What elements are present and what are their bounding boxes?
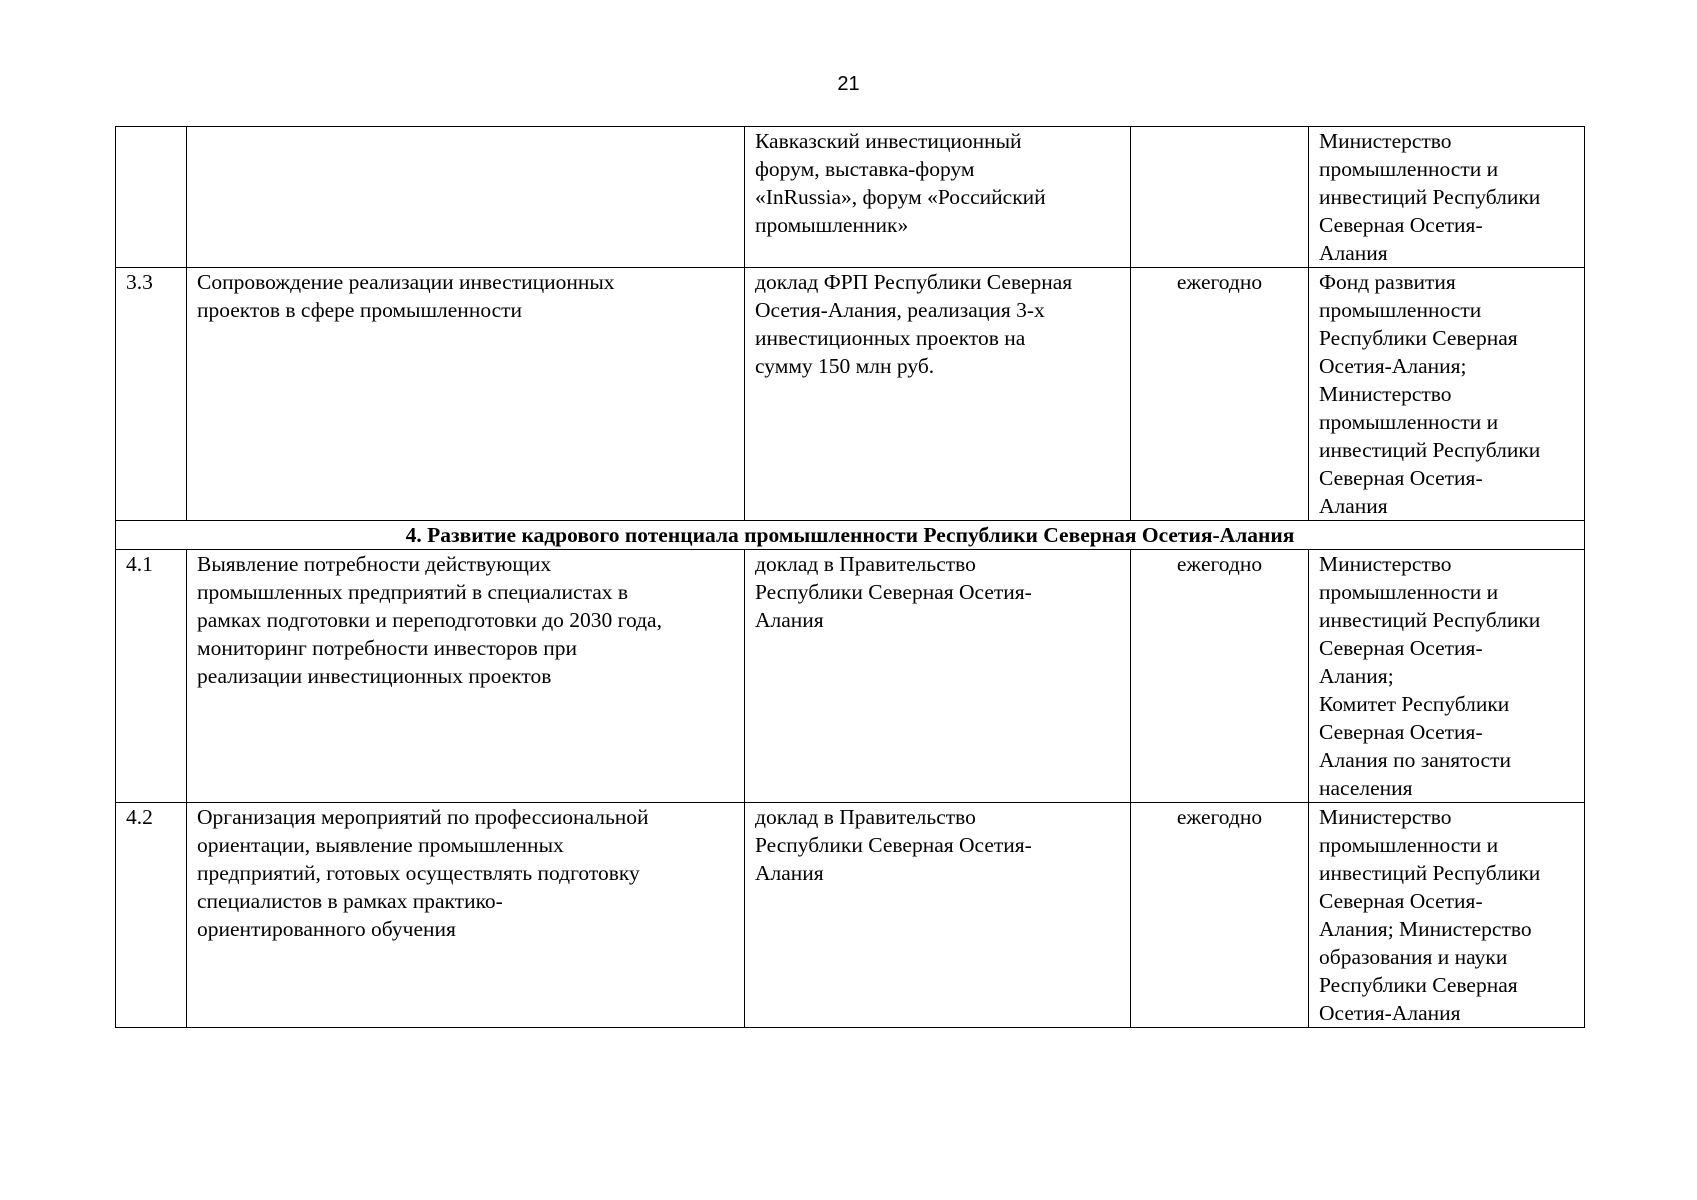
responsible-line: инвестиций Республики [1319,185,1541,209]
responsible-line: Министерство [1319,552,1452,576]
result-cell [745,268,1131,521]
result-line: промышленник» [755,213,909,237]
table-row [116,127,1585,268]
responsible-cell [1309,127,1585,268]
result-line: Алания [755,608,824,632]
responsible-line: населения [1319,776,1413,800]
period-cell: ежегодно [1131,803,1309,1028]
result-line: Кавказский инвестиционный [755,129,1022,153]
plan-table [115,126,1585,1028]
responsible-line: Северная Осетия- [1319,720,1483,744]
activity-line: Организация мероприятий по профессиональной [197,805,649,829]
responsible-line: Северная Осетия- [1319,466,1483,490]
result-cell [745,127,1131,268]
responsible-line: Фонд развития [1319,270,1456,294]
responsible-line: Республики Северная [1319,326,1518,350]
result-line: форум, выставка-форум [755,157,975,181]
activity-cell [187,127,745,268]
row-number [116,127,187,268]
table-row [116,268,1585,521]
result-line: Алания [755,861,824,885]
activity-line: ориентации, выявление промышленных [197,833,564,857]
period-cell: ежегодно [1131,550,1309,803]
table-row [116,803,1585,1028]
result-line: инвестиционных проектов на [755,326,1026,350]
responsible-line: Северная Осетия- [1319,636,1483,660]
responsible-line: Осетия-Алания [1319,1001,1461,1025]
section-title: 4. Развитие кадрового потенциала промышленности Республики Северная Осетия-Алания [116,521,1585,550]
activity-line: промышленных предприятий в специалистах в [197,580,629,604]
responsible-line: промышленности и [1319,157,1499,181]
result-line: Республики Северная Осетия- [755,833,1032,857]
responsible-line: промышленности и [1319,833,1499,857]
period-cell: ежегодно [1131,268,1309,521]
responsible-cell [1309,268,1585,521]
responsible-line: Министерство [1319,129,1452,153]
activity-line: Выявление потребности действующих [197,552,552,576]
page-number: 21 [837,73,860,95]
responsible-line: инвестиций Республики [1319,861,1541,885]
section-row [116,521,1585,550]
activity-line: мониторинг потребности инвесторов при [197,636,577,660]
responsible-line: Министерство [1319,382,1452,406]
responsible-line: Министерство [1319,805,1452,829]
responsible-line: инвестиций Республики [1319,438,1541,462]
activity-line: реализации инвестиционных проектов [197,664,552,688]
responsible-line: Алания [1319,241,1388,265]
result-line: «InRussia», форум «Российский [755,185,1046,209]
responsible-line: Алания [1319,494,1388,518]
result-line: Осетия-Алания, реализация 3-х [755,298,1045,322]
responsible-line: Осетия-Алания; [1319,354,1467,378]
responsible-line: промышленности [1319,298,1482,322]
activity-cell [187,803,745,1028]
responsible-line: Алания по занятости [1319,748,1511,772]
period-cell [1131,127,1309,268]
row-number: 4.2 [116,803,187,1028]
responsible-line: инвестиций Республики [1319,608,1541,632]
activity-line: предприятий, готовых осуществлять подготовку [197,861,640,885]
result-cell [745,550,1131,803]
activity-line: рамках подготовки и переподготовки до 2030 года, [197,608,662,632]
responsible-line: промышленности и [1319,410,1499,434]
result-line: доклад ФРП Республики Северная [755,270,1073,294]
responsible-line: промышленности и [1319,580,1499,604]
result-line: доклад в Правительство [755,552,976,576]
responsible-cell [1309,803,1585,1028]
row-number: 4.1 [116,550,187,803]
result-line: доклад в Правительство [755,805,976,829]
responsible-line: Комитет Республики [1319,692,1510,716]
responsible-line: Северная Осетия- [1319,889,1483,913]
table-row [116,550,1585,803]
activity-line: ориентированного обучения [197,917,456,941]
row-number: 3.3 [116,268,187,521]
responsible-line: образования и науки [1319,945,1508,969]
responsible-line: Алания; [1319,664,1394,688]
result-line: Республики Северная Осетия- [755,580,1032,604]
responsible-line: Алания; Министерство [1319,917,1532,941]
activity-cell [187,550,745,803]
responsible-cell [1309,550,1585,803]
result-cell [745,803,1131,1028]
responsible-line: Северная Осетия- [1319,213,1483,237]
responsible-line: Республики Северная [1319,973,1518,997]
result-line: сумму 150 млн руб. [755,354,935,378]
activity-cell [187,268,745,521]
activity-line: Сопровождение реализации инвестиционных [197,270,615,294]
activity-line: проектов в сфере промышленности [197,298,523,322]
activity-line: специалистов в рамках практико- [197,889,503,913]
